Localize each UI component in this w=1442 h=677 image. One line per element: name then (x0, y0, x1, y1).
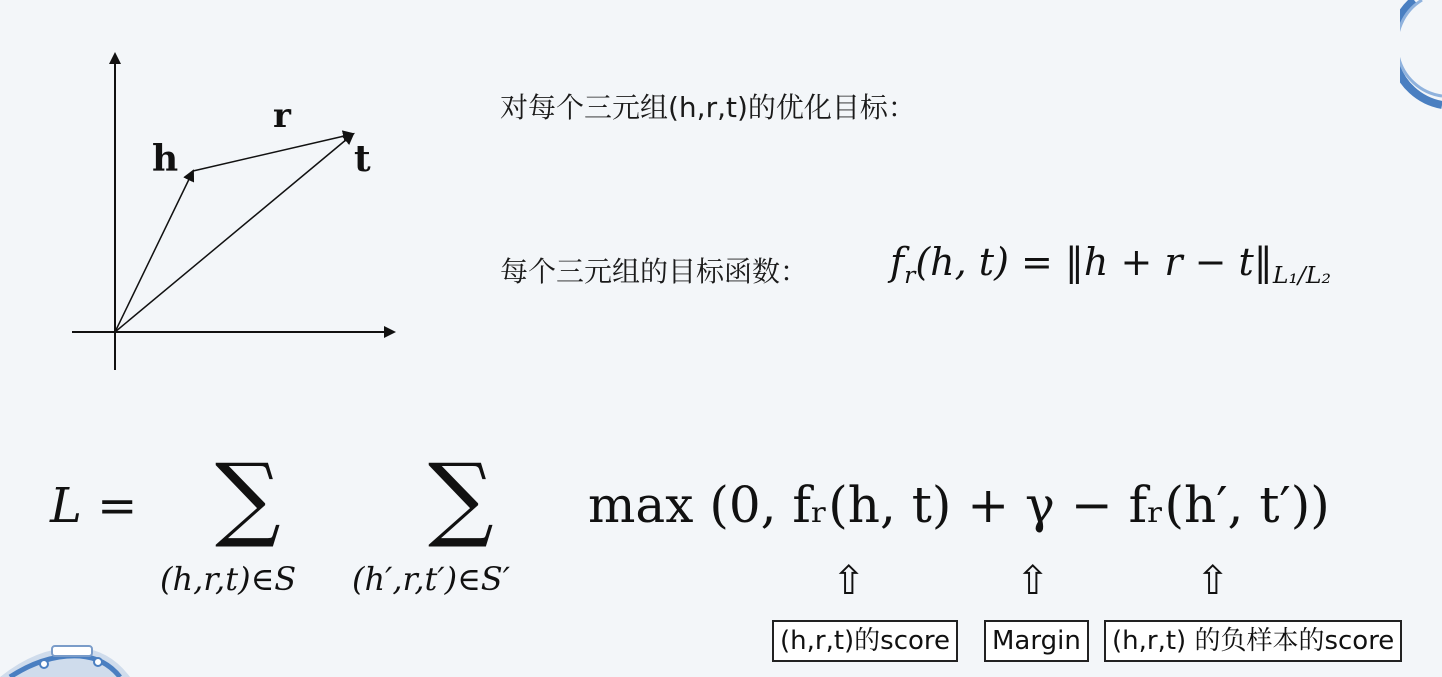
objective-norm-sub: L₁/L₂ (1272, 261, 1331, 290)
objective-label: 每个三元组的目标函数： (500, 255, 809, 288)
up-arrow-icon: ⇧ (1196, 558, 1230, 604)
corner-logo-fragment-bottom (0, 640, 140, 677)
margin-box: Margin (984, 620, 1089, 662)
sum-symbol-2: ∑ (428, 444, 494, 551)
label-h: h (152, 138, 179, 180)
sum-symbol-1: ∑ (215, 444, 281, 551)
objective-args: (h, t) = ‖h + r − t‖ (915, 240, 1273, 284)
loss-lhs: L = (50, 478, 138, 534)
objective-r-sub: r (904, 261, 916, 290)
label-r: r (273, 96, 291, 136)
negative-score-box: (h,r,t) 的负样本的score (1104, 620, 1402, 662)
corner-logo-fragment (1400, 0, 1442, 110)
optimization-heading: 对每个三元组(h,r,t)的优化目标： (500, 91, 916, 124)
vector-h (115, 171, 193, 332)
up-arrow-icon: ⇧ (832, 558, 866, 604)
sum-index-1: (h,r,t)∈S (160, 560, 297, 598)
up-arrow-icon: ⇧ (1016, 558, 1050, 604)
objective-formula (890, 240, 1331, 289)
positive-score-box: (h,r,t)的score (772, 620, 958, 662)
objective-f: f (890, 240, 905, 284)
label-t: t (354, 138, 371, 180)
vector-r (193, 134, 353, 171)
loss-body: max (0, fᵣ(h, t) + γ − fᵣ(h′, t′)) (588, 476, 1330, 534)
vector-diagram (60, 40, 420, 380)
vector-t (115, 134, 353, 332)
sum-index-2: (h′,r,t′)∈S′ (352, 560, 510, 598)
